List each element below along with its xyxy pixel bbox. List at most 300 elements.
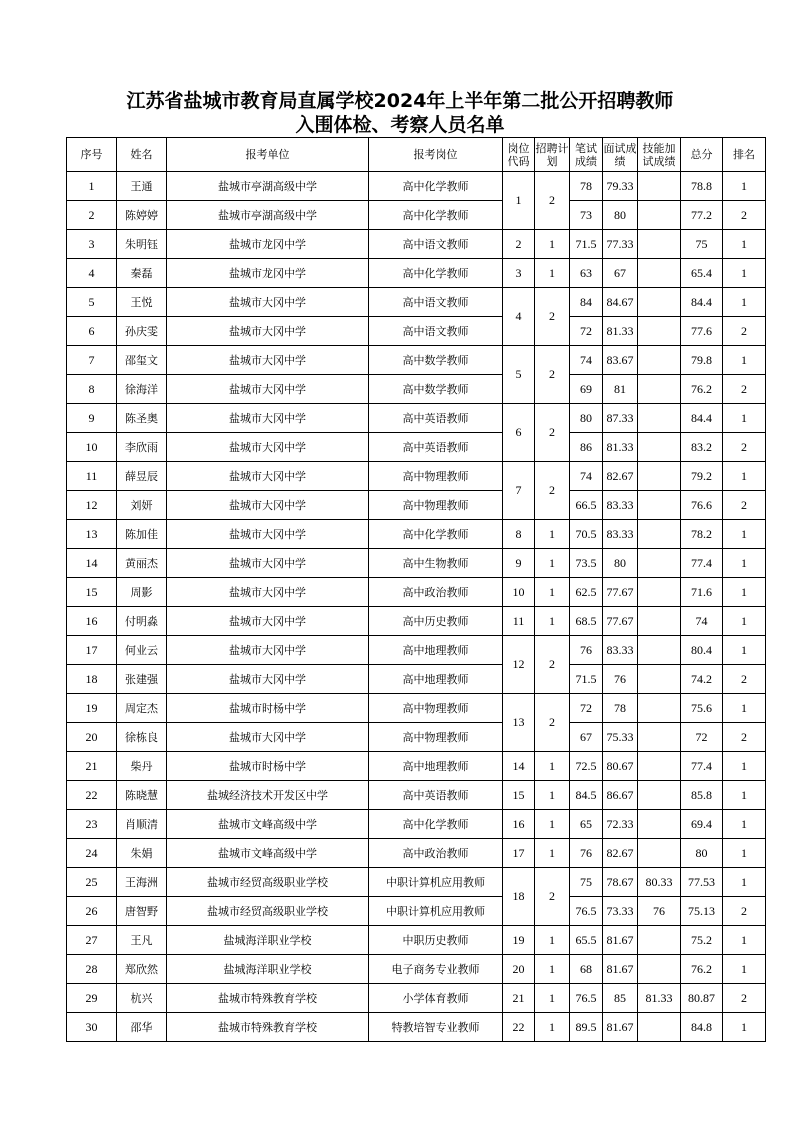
table-row [67,259,766,288]
cell-total: 75.2 [681,926,723,955]
cell-name: 黄丽杰 [117,549,167,578]
cell-name: 肖顺清 [117,810,167,839]
table-row [67,230,766,259]
cell-plan: 2 [535,694,570,752]
cell-total: 76.2 [681,375,723,404]
cell-plan: 2 [535,346,570,404]
cell-post: 高中化学教师 [369,520,503,549]
cell-written: 70.5 [570,520,603,549]
cell-written: 65.5 [570,926,603,955]
table-row [67,375,766,404]
cell-unit: 盐城市大冈中学 [167,288,369,317]
cell-no: 8 [67,375,117,404]
cell-rank: 1 [723,462,766,491]
cell-name: 付明淼 [117,607,167,636]
cell-name: 陈加佳 [117,520,167,549]
cell-plan: 2 [535,462,570,520]
cell-skill [638,955,681,984]
cell-skill [638,839,681,868]
cell-post: 电子商务专业教师 [369,955,503,984]
table-row [67,201,766,230]
cell-name: 陈晓慧 [117,781,167,810]
document-subtitle: 入围体检、考察人员名单 [295,114,505,136]
cell-plan: 1 [535,955,570,984]
cell-interview: 79.33 [603,172,638,201]
cell-no: 9 [67,404,117,433]
cell-interview: 75.33 [603,723,638,752]
cell-written: 73 [570,201,603,230]
cell-code: 15 [503,781,535,810]
cell-unit: 盐城市时杨中学 [167,694,369,723]
cell-no: 20 [67,723,117,752]
cell-interview: 67 [603,259,638,288]
cell-rank: 1 [723,346,766,375]
table-row [67,346,766,375]
table-row [67,288,766,317]
cell-post: 高中化学教师 [369,810,503,839]
cell-code: 2 [503,230,535,259]
cell-post: 高中物理教师 [369,723,503,752]
cell-written: 89.5 [570,1013,603,1042]
cell-name: 徐栋良 [117,723,167,752]
header-total: 总分 [681,138,723,172]
cell-name: 张建强 [117,665,167,694]
cell-skill [638,607,681,636]
cell-unit: 盐城市大冈中学 [167,578,369,607]
cell-total: 74 [681,607,723,636]
cell-post: 高中语文教师 [369,230,503,259]
cell-interview: 83.33 [603,636,638,665]
cell-written: 84 [570,288,603,317]
table-header-row [67,138,766,172]
cell-no: 1 [67,172,117,201]
cell-skill [638,491,681,520]
cell-total: 77.6 [681,317,723,346]
cell-no: 30 [67,1013,117,1042]
table-row [67,955,766,984]
cell-rank: 1 [723,752,766,781]
cell-interview: 83.67 [603,346,638,375]
cell-plan: 1 [535,810,570,839]
cell-code: 22 [503,1013,535,1042]
cell-rank: 2 [723,491,766,520]
cell-skill: 81.33 [638,984,681,1013]
cell-post: 高中英语教师 [369,781,503,810]
cell-total: 77.2 [681,201,723,230]
header-skill: 技能加试成绩 [638,138,681,172]
cell-total: 76.6 [681,491,723,520]
cell-rank: 1 [723,926,766,955]
cell-post: 高中化学教师 [369,259,503,288]
cell-rank: 1 [723,607,766,636]
cell-plan: 1 [535,607,570,636]
header-written: 笔试成绩 [570,138,603,172]
cell-unit: 盐城市龙冈中学 [167,259,369,288]
table-row [67,433,766,462]
cell-unit: 盐城市文峰高级中学 [167,839,369,868]
cell-code: 14 [503,752,535,781]
cell-no: 12 [67,491,117,520]
cell-rank: 1 [723,1013,766,1042]
cell-post: 高中历史教师 [369,607,503,636]
cell-plan: 1 [535,1013,570,1042]
cell-name: 朱明钰 [117,230,167,259]
cell-post: 高中物理教师 [369,694,503,723]
cell-post: 中职计算机应用教师 [369,897,503,926]
cell-skill [638,462,681,491]
cell-skill [638,288,681,317]
cell-post: 高中英语教师 [369,433,503,462]
cell-unit: 盐城市亭湖高级中学 [167,201,369,230]
cell-rank: 2 [723,201,766,230]
cell-post: 中职历史教师 [369,926,503,955]
cell-unit: 盐城经济技术开发区中学 [167,781,369,810]
cell-total: 76.2 [681,955,723,984]
cell-skill [638,665,681,694]
table-row [67,926,766,955]
cell-post: 高中数学教师 [369,375,503,404]
cell-no: 6 [67,317,117,346]
cell-total: 71.6 [681,578,723,607]
cell-unit: 盐城海洋职业学校 [167,955,369,984]
cell-skill [638,926,681,955]
cell-written: 68.5 [570,607,603,636]
cell-total: 69.4 [681,810,723,839]
cell-skill [638,694,681,723]
cell-written: 80 [570,404,603,433]
table-row [67,810,766,839]
cell-no: 26 [67,897,117,926]
cell-written: 63 [570,259,603,288]
cell-no: 5 [67,288,117,317]
table-row [67,723,766,752]
cell-skill [638,578,681,607]
cell-skill [638,433,681,462]
cell-skill [638,375,681,404]
cell-written: 72.5 [570,752,603,781]
cell-unit: 盐城市大冈中学 [167,317,369,346]
cell-interview: 81.67 [603,1013,638,1042]
cell-total: 75 [681,230,723,259]
cell-skill [638,549,681,578]
candidate-table [66,137,766,1042]
cell-plan: 1 [535,549,570,578]
cell-post: 特教培智专业教师 [369,1013,503,1042]
cell-code: 10 [503,578,535,607]
cell-plan: 1 [535,984,570,1013]
cell-written: 71.5 [570,230,603,259]
cell-unit: 盐城市特殊教育学校 [167,984,369,1013]
cell-total: 78.2 [681,520,723,549]
cell-unit: 盐城市大冈中学 [167,607,369,636]
cell-interview: 81.33 [603,317,638,346]
cell-no: 11 [67,462,117,491]
document-title: 江苏省盐城市教育局直属学校2024年上半年第二批公开招聘教师 [126,90,674,112]
cell-unit: 盐城市大冈中学 [167,375,369,404]
cell-name: 王通 [117,172,167,201]
cell-total: 77.53 [681,868,723,897]
cell-plan: 2 [535,288,570,346]
cell-unit: 盐城海洋职业学校 [167,926,369,955]
cell-post: 中职计算机应用教师 [369,868,503,897]
cell-written: 84.5 [570,781,603,810]
cell-post: 高中数学教师 [369,346,503,375]
cell-written: 74 [570,346,603,375]
header-plan: 招聘计划 [535,138,570,172]
cell-unit: 盐城市经贸高级职业学校 [167,868,369,897]
cell-written: 72 [570,694,603,723]
cell-post: 小学体育教师 [369,984,503,1013]
cell-written: 76 [570,636,603,665]
cell-total: 84.8 [681,1013,723,1042]
cell-written: 67 [570,723,603,752]
cell-rank: 1 [723,810,766,839]
cell-written: 74 [570,462,603,491]
cell-post: 高中政治教师 [369,578,503,607]
cell-name: 邵华 [117,1013,167,1042]
cell-post: 高中政治教师 [369,839,503,868]
table-row [67,607,766,636]
cell-interview: 80.67 [603,752,638,781]
cell-interview: 86.67 [603,781,638,810]
cell-post: 高中地理教师 [369,752,503,781]
cell-skill [638,752,681,781]
cell-code: 16 [503,810,535,839]
table-row [67,897,766,926]
cell-total: 65.4 [681,259,723,288]
cell-post: 高中物理教师 [369,491,503,520]
cell-skill [638,172,681,201]
cell-interview: 81.67 [603,926,638,955]
table-row [67,752,766,781]
cell-written: 75 [570,868,603,897]
cell-plan: 2 [535,172,570,230]
cell-no: 2 [67,201,117,230]
table-row [67,868,766,897]
cell-interview: 81.67 [603,955,638,984]
cell-interview: 77.33 [603,230,638,259]
cell-rank: 2 [723,897,766,926]
cell-no: 28 [67,955,117,984]
cell-interview: 80 [603,549,638,578]
cell-plan: 1 [535,259,570,288]
cell-unit: 盐城市大冈中学 [167,549,369,578]
cell-interview: 77.67 [603,607,638,636]
cell-rank: 1 [723,839,766,868]
cell-total: 85.8 [681,781,723,810]
header-code: 岗位代码 [503,138,535,172]
cell-no: 19 [67,694,117,723]
cell-rank: 2 [723,375,766,404]
table-row [67,694,766,723]
cell-rank: 1 [723,694,766,723]
cell-written: 76.5 [570,984,603,1013]
cell-name: 薛昱辰 [117,462,167,491]
cell-rank: 2 [723,723,766,752]
cell-total: 80.87 [681,984,723,1013]
cell-total: 75.13 [681,897,723,926]
cell-rank: 1 [723,288,766,317]
cell-name: 秦磊 [117,259,167,288]
cell-code: 20 [503,955,535,984]
table-row [67,317,766,346]
cell-no: 29 [67,984,117,1013]
table-row [67,839,766,868]
cell-interview: 80 [603,201,638,230]
cell-plan: 1 [535,752,570,781]
cell-no: 24 [67,839,117,868]
cell-total: 80 [681,839,723,868]
cell-plan: 2 [535,636,570,694]
cell-post: 高中化学教师 [369,172,503,201]
cell-plan: 1 [535,230,570,259]
cell-post: 高中化学教师 [369,201,503,230]
cell-name: 杭兴 [117,984,167,1013]
cell-code: 17 [503,839,535,868]
cell-unit: 盐城市大冈中学 [167,491,369,520]
cell-plan: 2 [535,404,570,462]
cell-unit: 盐城市文峰高级中学 [167,810,369,839]
cell-rank: 1 [723,578,766,607]
cell-skill [638,520,681,549]
cell-code: 12 [503,636,535,694]
cell-code: 19 [503,926,535,955]
cell-no: 21 [67,752,117,781]
cell-unit: 盐城市特殊教育学校 [167,1013,369,1042]
cell-code: 11 [503,607,535,636]
cell-rank: 1 [723,955,766,984]
cell-code: 4 [503,288,535,346]
cell-post: 高中物理教师 [369,462,503,491]
cell-interview: 83.33 [603,520,638,549]
cell-code: 1 [503,172,535,230]
cell-interview: 85 [603,984,638,1013]
cell-interview: 82.67 [603,462,638,491]
cell-written: 62.5 [570,578,603,607]
cell-total: 80.4 [681,636,723,665]
cell-name: 朱娟 [117,839,167,868]
cell-interview: 81.33 [603,433,638,462]
cell-rank: 1 [723,781,766,810]
cell-name: 徐海洋 [117,375,167,404]
cell-code: 5 [503,346,535,404]
cell-name: 何业云 [117,636,167,665]
cell-plan: 1 [535,520,570,549]
cell-name: 周影 [117,578,167,607]
table-row [67,578,766,607]
table-row [67,636,766,665]
cell-name: 唐智野 [117,897,167,926]
header-no: 序号 [67,138,117,172]
cell-no: 4 [67,259,117,288]
cell-interview: 84.67 [603,288,638,317]
cell-code: 18 [503,868,535,926]
cell-interview: 81 [603,375,638,404]
cell-unit: 盐城市大冈中学 [167,433,369,462]
cell-name: 柴丹 [117,752,167,781]
cell-post: 高中生物教师 [369,549,503,578]
cell-name: 陈圣奥 [117,404,167,433]
cell-name: 李欣雨 [117,433,167,462]
cell-skill [638,781,681,810]
cell-written: 66.5 [570,491,603,520]
cell-name: 郑欣然 [117,955,167,984]
header-interview: 面试成绩 [603,138,638,172]
cell-skill [638,1013,681,1042]
cell-interview: 87.33 [603,404,638,433]
table-body [67,172,766,1042]
cell-name: 周定杰 [117,694,167,723]
cell-no: 7 [67,346,117,375]
table-row [67,1013,766,1042]
cell-unit: 盐城市大冈中学 [167,636,369,665]
cell-total: 77.4 [681,752,723,781]
cell-total: 83.2 [681,433,723,462]
cell-written: 78 [570,172,603,201]
cell-name: 王凡 [117,926,167,955]
cell-total: 75.6 [681,694,723,723]
cell-plan: 2 [535,868,570,926]
cell-plan: 1 [535,926,570,955]
cell-code: 6 [503,404,535,462]
cell-written: 72 [570,317,603,346]
cell-no: 16 [67,607,117,636]
cell-code: 21 [503,984,535,1013]
cell-post: 高中英语教师 [369,404,503,433]
cell-interview: 73.33 [603,897,638,926]
cell-total: 78.8 [681,172,723,201]
cell-interview: 78 [603,694,638,723]
cell-rank: 2 [723,433,766,462]
cell-interview: 83.33 [603,491,638,520]
cell-code: 9 [503,549,535,578]
cell-no: 14 [67,549,117,578]
cell-skill: 80.33 [638,868,681,897]
cell-written: 65 [570,810,603,839]
cell-code: 3 [503,259,535,288]
table-row [67,491,766,520]
cell-unit: 盐城市时杨中学 [167,752,369,781]
cell-plan: 1 [535,781,570,810]
cell-name: 孙庆雯 [117,317,167,346]
cell-skill [638,230,681,259]
table-row [67,665,766,694]
cell-written: 73.5 [570,549,603,578]
cell-unit: 盐城市经贸高级职业学校 [167,897,369,926]
cell-written: 76 [570,839,603,868]
cell-interview: 76 [603,665,638,694]
cell-unit: 盐城市大冈中学 [167,665,369,694]
cell-total: 77.4 [681,549,723,578]
cell-no: 17 [67,636,117,665]
cell-total: 74.2 [681,665,723,694]
cell-interview: 72.33 [603,810,638,839]
cell-post: 高中语文教师 [369,288,503,317]
cell-no: 22 [67,781,117,810]
cell-skill [638,810,681,839]
cell-unit: 盐城市大冈中学 [167,462,369,491]
cell-skill [638,346,681,375]
table-row [67,549,766,578]
cell-unit: 盐城市亭湖高级中学 [167,172,369,201]
cell-name: 邵玺文 [117,346,167,375]
cell-code: 7 [503,462,535,520]
cell-post: 高中地理教师 [369,665,503,694]
table-row [67,462,766,491]
cell-unit: 盐城市龙冈中学 [167,230,369,259]
cell-code: 13 [503,694,535,752]
cell-total: 79.8 [681,346,723,375]
